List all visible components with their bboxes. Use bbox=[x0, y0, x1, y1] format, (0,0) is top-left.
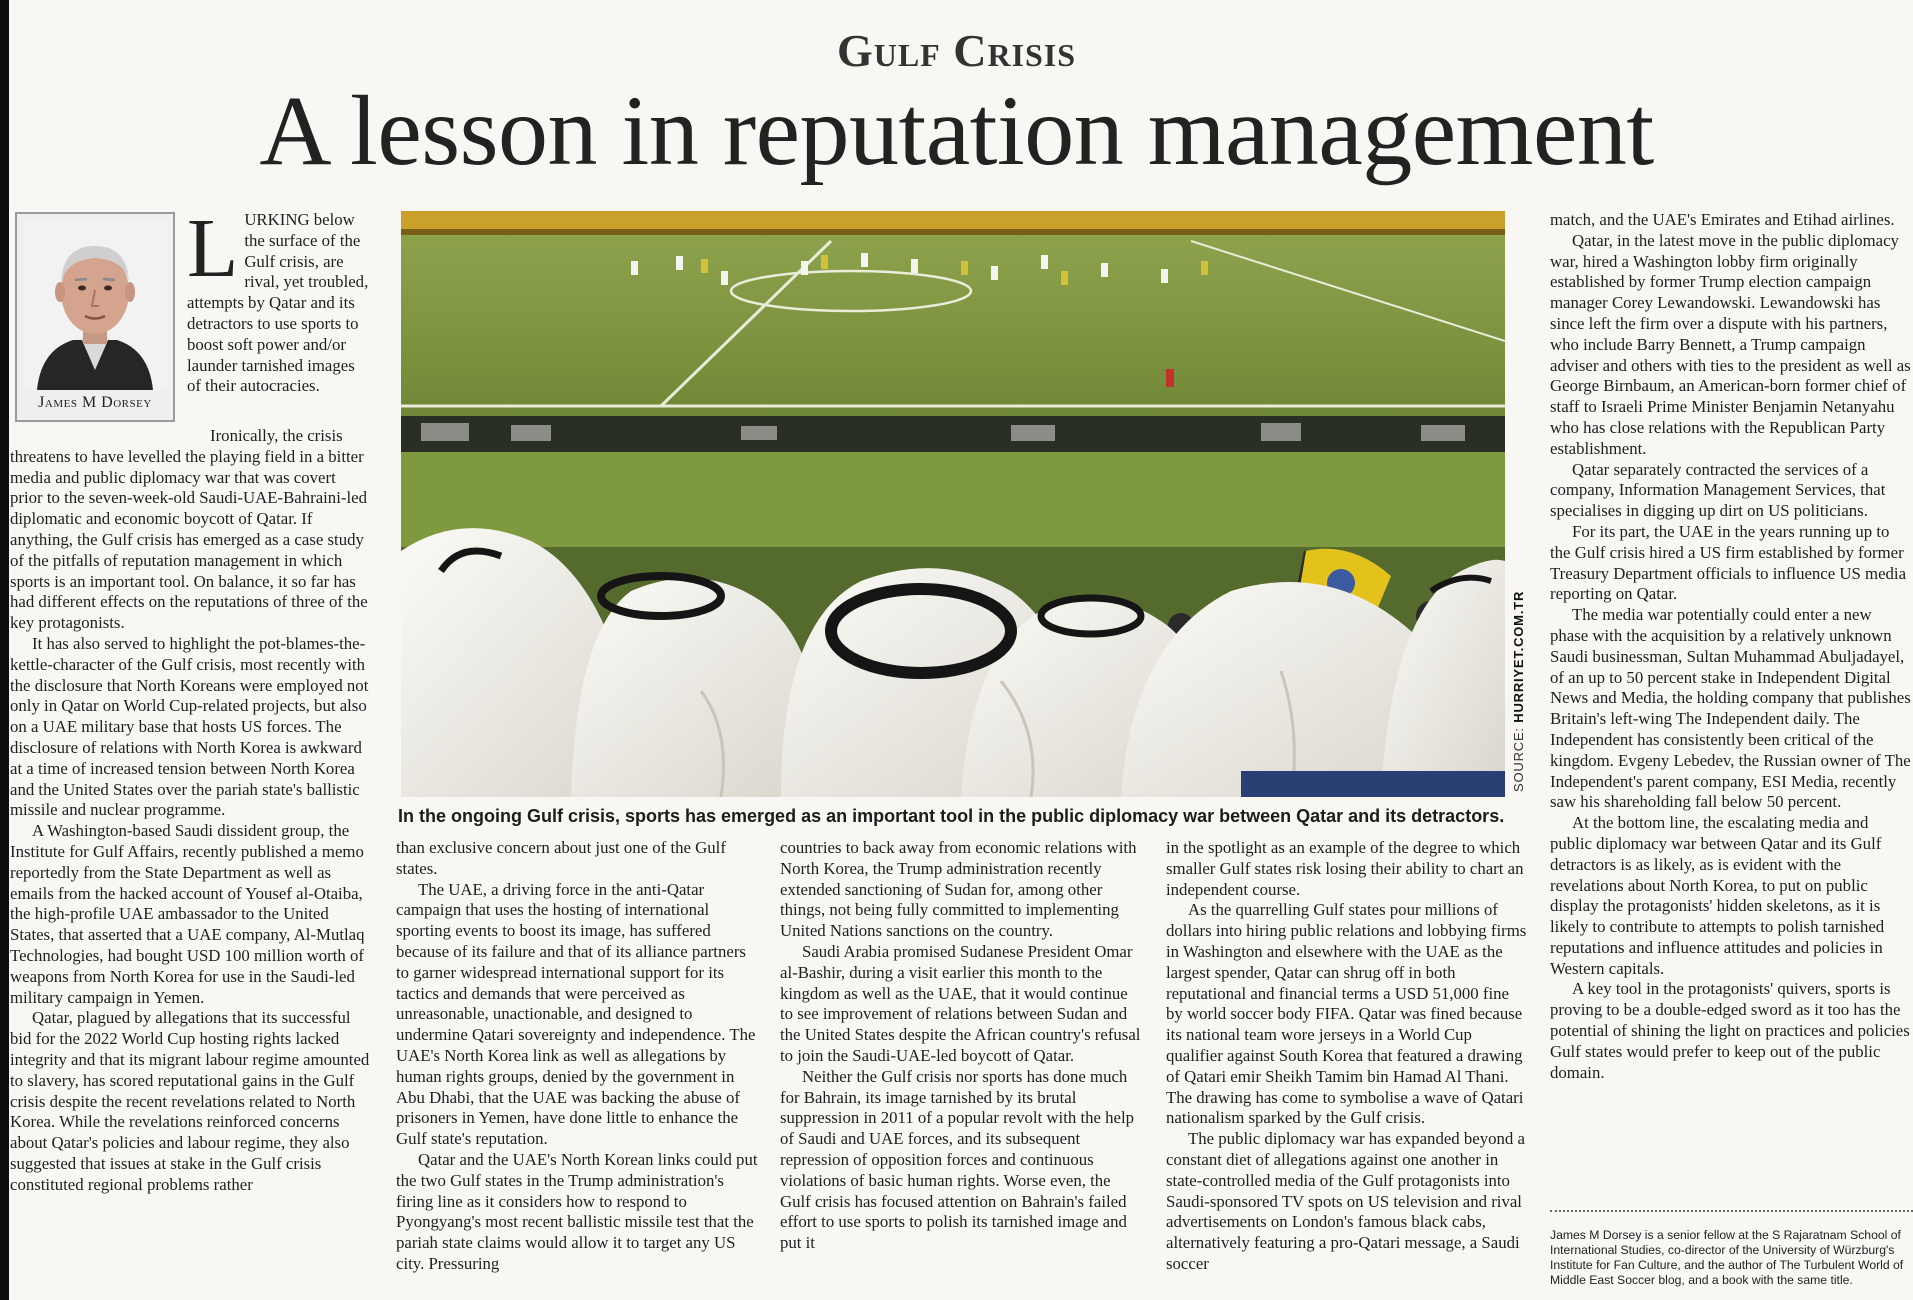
author-photo bbox=[23, 220, 167, 390]
paragraph: Qatar and the UAE's North Korean links could put the two Gulf states in the Trump administration's firing line as it considers how to respond to Pyongyang's most recent ballistic missile test that the pariah state claims would allow it to target any US city. Pressuring bbox=[396, 1149, 758, 1273]
author-bio: James M Dorsey is a senior fellow at the S Rajaratnam School of International Studies, co-director of the University of Würzburg's Institute for Fan Culture, and the author of The Turbulent World of Middle East Soccer blog, and a book with the same title. bbox=[1550, 1228, 1904, 1287]
author-name: James M Dorsey bbox=[38, 394, 152, 412]
paragraph: The UAE, a driving force in the anti-Qatar campaign that uses the hosting of international sporting events to boost its image, has suffered because of its failure and that of its alliance partners to garner widespread international support for its tactics and demands that were perceived as unreasonable, unactionable, and designed to undermine Qatari sovereignty and independence. The UAE's North Korea link as well as allegations by human rights groups, denied by the government in Abu Dhabi, that the UAE was backing the abuse of prisoners in Yemen, have done little to enhance the Gulf state's reputation. bbox=[396, 879, 756, 1149]
paragraph: The public diplomacy war has expanded beyond a constant diet of allegations against one another in state-controlled media of the Gulf protagonists into Saudi-sponsored TV spots on US television and rival advertisements on London's famous black cabs, alternatively featuring a pro-Qatari message, a Saudi soccer bbox=[1166, 1129, 1525, 1273]
article-column-5 bbox=[1550, 210, 1913, 1083]
photo-caption: In the ongoing Gulf crisis, sports has emerged as an important tool in the public diplomacy war between Qatar and its detractors. bbox=[398, 806, 1505, 826]
source-name: HURRIYET.COM.TR bbox=[1511, 590, 1526, 723]
section-kicker: Gulf Crisis bbox=[836, 25, 1077, 76]
paragraph: match, and the UAE's Emirates and Etihad airlines. bbox=[1550, 210, 1895, 229]
paragraph: Qatar, plagued by allegations that its successful bid for the 2022 World Cup hosting rights lacked integrity and that its migrant labour regime amounted to slavery, has scored reputational gains in the Gulf crisis despite the recent revelations related to North Korea. While the revelations reinforced concerns about Qatar's policies and labour regime, they also suggested that issues at stake in the Gulf crisis constituted regional problems rather bbox=[10, 1008, 370, 1194]
article-column-2 bbox=[396, 838, 758, 1275]
paragraph: countries to back away from economic relations with North Korea, the Trump administration recently extended sanctioning of Sudan for, among other things, not being fully committed to implementing United Nations sanctions on the country. bbox=[780, 838, 1137, 941]
paragraph: At the bottom line, the escalating media and public diplomacy war between Qatar and its Gulf detractors is as likely, as is evident with the revelations about North Korea, to put on public display the protagonists' hidden skeletons, as it is likely to contribute to attempts to polish tarnished reputations and influence attitudes and policies in Western capitals. bbox=[1550, 813, 1885, 978]
paragraph: Neither the Gulf crisis nor sports has done much for Bahrain, its image tarnished by its brutal suppression in 2011 of a popular revolt with the help of Saudi and UAE forces, and its subsequent repression of opposition forces and continuous violations of basic human rights. Worse even, the Gulf crisis has focused attention on Bahrain's failed effort to use sports to polish its tarnished image and put it bbox=[780, 1066, 1135, 1253]
paragraph: A key tool in the protagonists' quivers, sports is proving to be a double-edged sword as it too has the potential of shining the light on practices and policies Gulf states would prefer to keep out of the public domain. bbox=[1550, 979, 1910, 1082]
paragraph: Saudi Arabia promised Sudanese President Omar al-Bashir, during a visit earlier this month to the kingdom as well as the UAE, that it would continue to see improvement of relations between Sudan and the United States despite the African country's refusal to join the Saudi-UAE-led boycott of Qatar. bbox=[780, 941, 1141, 1065]
paragraph: Ironically, the crisis threatens to have levelled the playing field in a bitter media and public diplomacy war that was covert prior to the seven-week-old Saudi-UAE-Bahraini-led diplomatic and economic boycott of Qatar. If anything, the Gulf crisis has emerged as a case study of the pitfalls of reputation management in which sports is an important tool. On balance, it so far has had different effects on the reputations of three of the key protagonists. bbox=[10, 426, 368, 633]
bio-divider bbox=[1550, 1210, 1913, 1212]
headline: A lesson in reputation management bbox=[259, 75, 1654, 186]
author-box bbox=[15, 212, 175, 422]
paragraph: than exclusive concern about just one of the Gulf states. bbox=[396, 838, 726, 878]
photo-source bbox=[1511, 590, 1531, 792]
source-label: SOURCE: bbox=[1511, 727, 1526, 792]
paragraph: The media war potentially could enter a new phase with the acquisition by a relatively unknown Saudi businessman, Sultan Muhammad Abuljadayel, of an up to 50 percent stake in Independent Digital News and Media, the holding company that publishes Britain's left-wing The Independent daily. The Independent has consistently been critical of the kingdom. Evgeny Lebedev, the Russian owner of The Independent's parent company, ESI Media, recently saw his shareholding fall below 50 percent. bbox=[1550, 605, 1911, 812]
paragraph: Qatar separately contracted the services of a company, Information Management Services, that specialises in digging up dirt on US politicians. bbox=[1550, 459, 1886, 521]
article-column-1 bbox=[10, 202, 372, 1195]
paragraph: A Washington-based Saudi dissident group, the Institute for Gulf Affairs, recently published a memo reportedly from the State Department as well as emails from the hacked account of Yousef al-Otaiba, the high-profile UAE ambassador to the United States, that asserted that a UAE company, Al-Mutlaq Technologies, had bought USD 100 million worth of weapons from North Korea for use in the Saudi-led military campaign in Yemen. bbox=[10, 821, 365, 1007]
paragraph: URKING below the surface of the Gulf crisis, are rival, yet troubled, attempts by Qatar and its detractors to use sports to boost soft power and/or launder tarnished images of their autocracies. bbox=[187, 210, 369, 396]
article-photo bbox=[401, 211, 1505, 797]
article-column-3 bbox=[780, 838, 1142, 1254]
page-edge bbox=[0, 0, 9, 1300]
article-column-4 bbox=[1166, 838, 1528, 1275]
paragraph: For its part, the UAE in the years running up to the Gulf crisis hired a US firm established by former Treasury Department officials to influence US media reporting on Qatar. bbox=[1550, 521, 1907, 604]
drop-cap: L bbox=[187, 202, 239, 295]
paragraph: in the spotlight as an example of the degree to which smaller Gulf states risk losing their ability to chart an independent course. bbox=[1166, 838, 1524, 899]
paragraph: As the quarrelling Gulf states pour millions of dollars into hiring public relations and lobbying firms in Washington and elsewhere with the UAE as the largest spender, Qatar can shrug off in both reputational and financial terms a USD 51,000 fine by world soccer body FIFA. Qatar was fined because its national team wore jerseys in a World Cup qualifier against South Korea that featured a drawing of Qatari emir Sheikh Tamim bin Hamad Al Thani. The drawing has come to symbolise a wave of Qatari nationalism sparked by the Gulf crisis. bbox=[1166, 900, 1527, 1128]
paragraph: Qatar, in the latest move in the public diplomacy war, hired a Washington lobby firm originally established by former Trump election campaign manager Corey Lewandowski. Lewandowski has since left the firm over a dispute with his partners, who include Barry Bennett, a Trump campaign adviser and others with ties to the president as well as George Birnbaum, an American-born former chief of staff to Israeli Prime Minister Benjamin Netanyahu who has close relations with the Republican Party establishment. bbox=[1550, 230, 1911, 458]
paragraph: It has also served to highlight the pot-blames-the-kettle-character of the Gulf crisis, most recently with the disclosure that North Koreans were employed not only in Qatar on World Cup-related projects, but also on a UAE military base that hosts US forces. The disclosure of relations with North Korea is awkward at a time of increased tension between North Korea and the United States over the pariah state's ballistic missile and nuclear programme. bbox=[10, 633, 369, 820]
